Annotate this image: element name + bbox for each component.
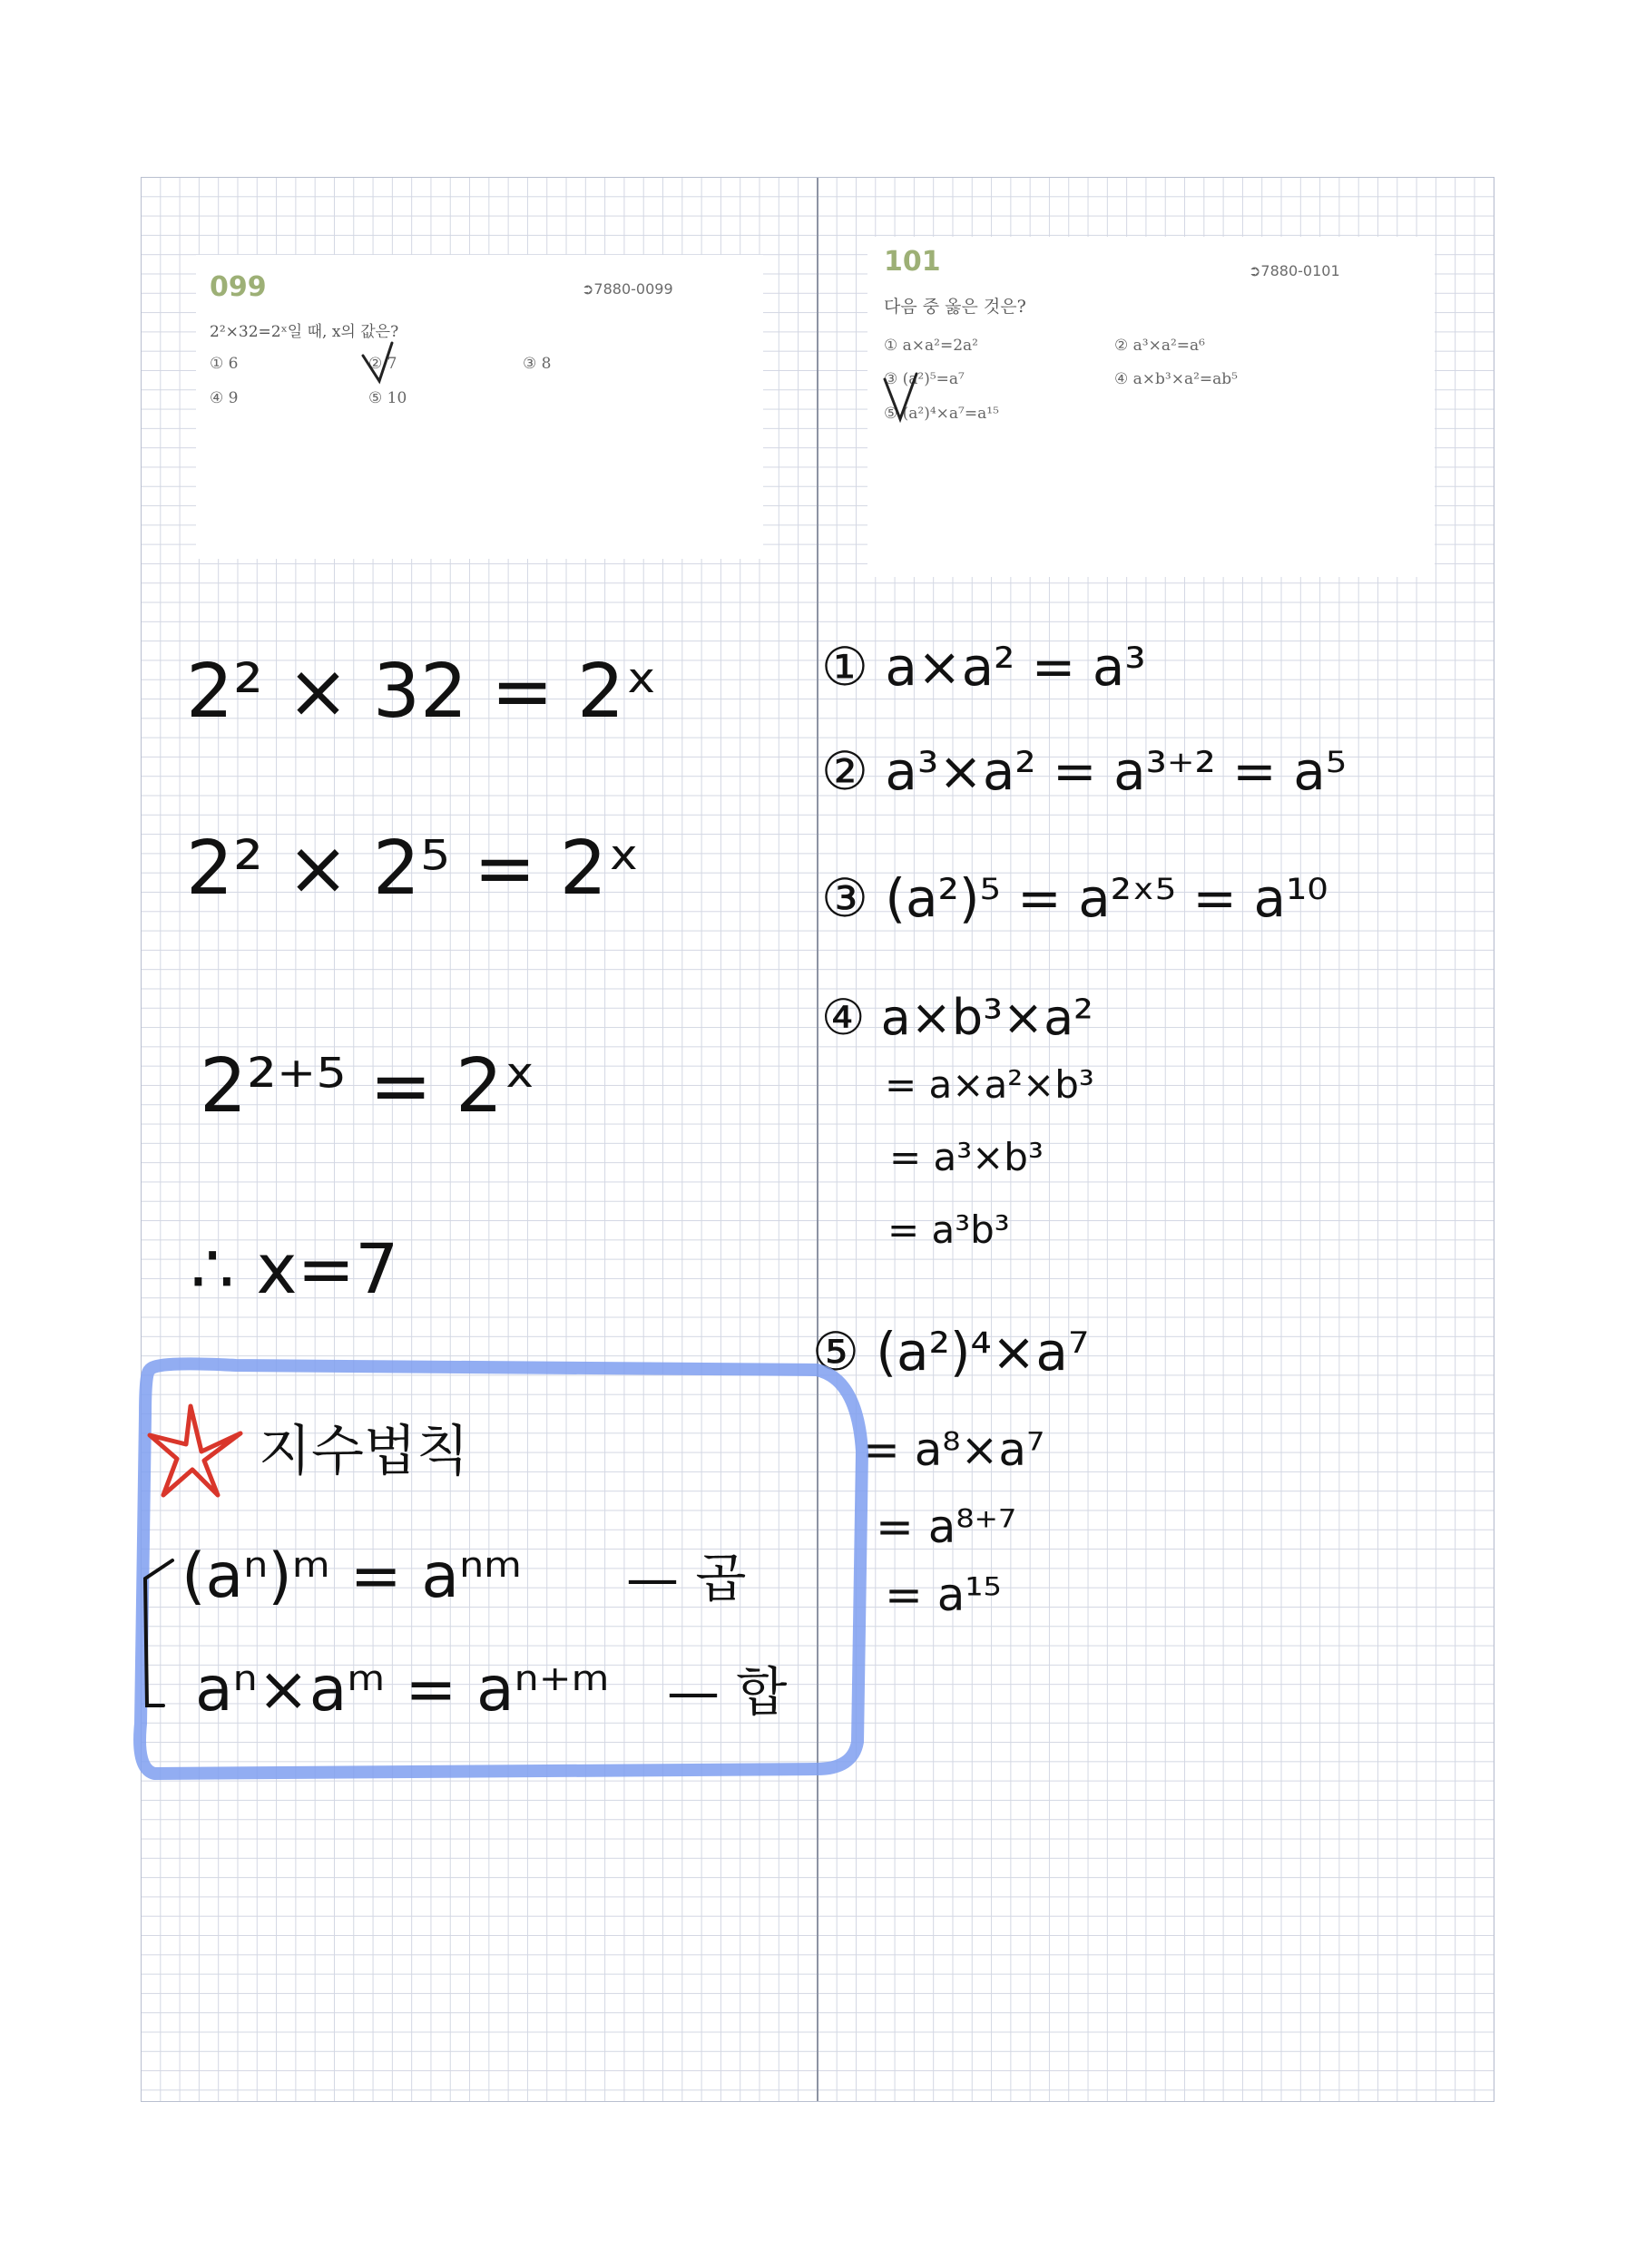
work-line-3: 2²⁺⁵ = 2ˣ: [200, 1043, 536, 1129]
work-right-4: ④ a×b³×a²: [821, 989, 1093, 1046]
problem-number: 099: [210, 271, 267, 303]
check-mark-icon: [363, 343, 392, 381]
rule-power-of-power-note: — 곱: [626, 1548, 747, 1609]
work-right-5b: = a⁸⁺⁷: [876, 1501, 1016, 1553]
problem-question: 다음 중 옳은 것은?: [884, 297, 1026, 317]
work-line-1: 2² × 32 = 2ˣ: [186, 649, 658, 735]
work-right-5a: = a⁸×a⁷: [862, 1423, 1045, 1476]
star-icon: [150, 1406, 240, 1495]
option-5: ⑤ (a²)⁴×a⁷=a¹⁵: [884, 405, 999, 423]
option-1: ① a×a²=2a²: [884, 337, 978, 355]
option-5: ⑤ 10: [368, 389, 407, 407]
problem-number: 101: [884, 246, 941, 278]
work-right-4c: = a³b³: [887, 1207, 1010, 1252]
option-2: ② a³×a²=a⁶: [1114, 337, 1205, 355]
problem-question: 2²×32=2ˣ일 때, x의 값은?: [210, 323, 399, 341]
work-line-2: 2² × 2⁵ = 2ˣ: [186, 826, 641, 912]
option-4: ④ a×b³×a²=ab⁵: [1114, 370, 1238, 388]
problem-code: ➲7880-0101: [1249, 262, 1340, 279]
work-right-5: ⑤ (a²)⁴×a⁷: [812, 1321, 1090, 1383]
work-right-5c: = a¹⁵: [885, 1569, 1002, 1621]
work-right-4a: = a×a²×b³: [885, 1062, 1094, 1107]
work-right-3: ③ (a²)⁵ = a²ˣ⁵ = a¹⁰: [821, 867, 1328, 929]
work-right-1: ① a×a² = a³: [821, 636, 1146, 698]
option-1: ① 6: [210, 355, 239, 373]
problem-code: ➲7880-0099: [582, 280, 673, 298]
option-3: ③ (a²)⁵=a⁷: [884, 370, 965, 388]
rule-power-of-power: (aⁿ)ᵐ = aⁿᵐ: [181, 1540, 523, 1612]
work-right-2: ② a³×a² = a³⁺² = a⁵: [821, 740, 1348, 802]
rule-product: aⁿ×aᵐ = aⁿ⁺ᵐ: [195, 1654, 611, 1725]
work-answer: ∴ x=7: [191, 1228, 399, 1309]
check-mark-icon: [885, 374, 916, 419]
rules-title: 지수법칙: [259, 1420, 469, 1483]
work-right-4b: = a³×b³: [889, 1135, 1044, 1179]
bracket: [145, 1560, 172, 1706]
rule-product-note: — 합: [667, 1661, 788, 1723]
option-4: ④ 9: [210, 389, 239, 407]
option-2: ② 7: [368, 355, 397, 373]
option-3: ③ 8: [523, 355, 552, 373]
